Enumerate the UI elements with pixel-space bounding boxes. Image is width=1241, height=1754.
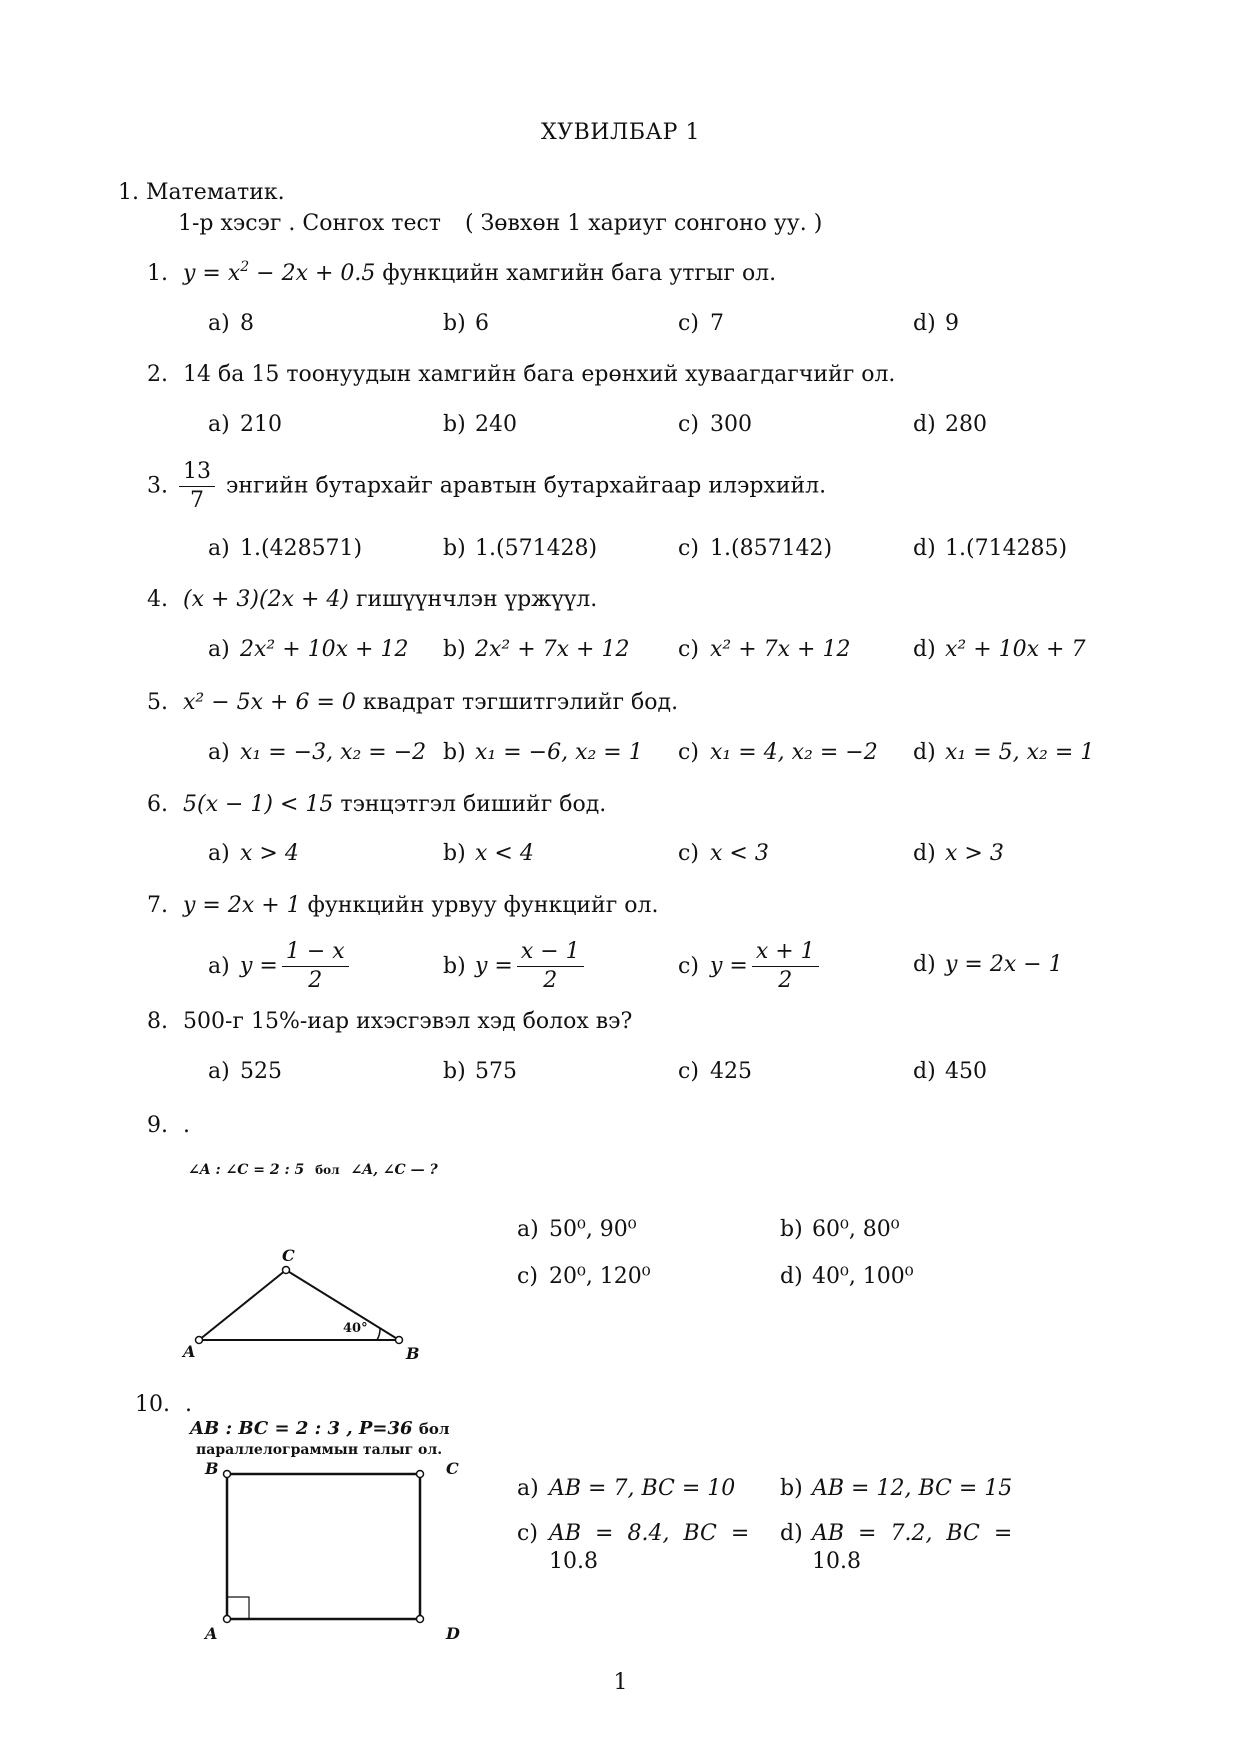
label-b: B	[205, 1459, 219, 1478]
label-c: C	[282, 1246, 295, 1265]
triangle-side-ac	[199, 1270, 286, 1340]
option-a[interactable]: a) 525	[208, 1059, 282, 1084]
vertex-a	[224, 1616, 231, 1623]
option-d[interactable]: d) x² + 10x + 7	[913, 637, 1086, 662]
option-c[interactable]: c) 7	[678, 311, 724, 336]
option-c[interactable]: c) x₁ = 4, x₂ = −2	[678, 740, 878, 765]
label-c: C	[446, 1459, 459, 1478]
question-8	[147, 1009, 632, 1034]
vertex-d	[417, 1616, 424, 1623]
question-number: 8.	[147, 1009, 168, 1034]
vertex-c	[283, 1267, 290, 1274]
option-c[interactable]: c) 425	[678, 1059, 752, 1084]
option-d[interactable]: d) 40⁰, 100⁰	[780, 1264, 914, 1289]
option-d[interactable]: d) AB = 7.2, BC =	[780, 1521, 1013, 1546]
question-number: 2.	[147, 362, 168, 387]
question-6	[147, 792, 606, 817]
label-a: A	[183, 1342, 196, 1361]
question-9	[147, 1113, 190, 1138]
figure-caption-line2: параллелограммын талыг ол.	[196, 1442, 443, 1458]
question-expression: x² − 5x + 6 = 0	[183, 690, 356, 715]
label-d: D	[446, 1624, 460, 1643]
question-3	[147, 458, 826, 515]
question-expression: (x + 3)(2x + 4)	[183, 587, 349, 612]
right-angle-mark	[227, 1597, 249, 1619]
subsection-note: ( Зөвхөн 1 хариуг сонгоно уу. )	[465, 211, 823, 236]
label-b: B	[406, 1344, 420, 1363]
option-c[interactable]: c) AB = 8.4, BC =	[517, 1521, 750, 1546]
option-c[interactable]: c) 300	[678, 412, 752, 437]
vertex-a	[196, 1337, 203, 1344]
page-title: ХУВИЛБАР 1	[541, 120, 700, 145]
subsection-heading: 1-р хэсэг . Сонгох тест	[178, 211, 441, 236]
vertex-b	[396, 1337, 403, 1344]
option-c-continued: 10.8	[549, 1549, 598, 1574]
label-a: A	[205, 1624, 218, 1643]
option-d-continued: 10.8	[812, 1549, 861, 1574]
question-expression: $y = x^2 - 2x + 0.5$	[183, 259, 376, 286]
option-a[interactable]: a) x₁ = −3, x₂ = −2	[208, 740, 427, 765]
rectangle-figure	[210, 1460, 450, 1640]
question-4	[147, 587, 597, 612]
option-d[interactable]: d) x₁ = 5, x₂ = 1	[913, 740, 1095, 765]
page-number: 1	[613, 1670, 628, 1695]
option-a[interactable]: a) AB = 7, BC = 10	[517, 1476, 736, 1501]
figure-caption: ∠A : ∠C = 2 : 5 бол ∠A, ∠C — ?	[188, 1162, 438, 1178]
option-d[interactable]: d) y = 2x − 1	[913, 952, 1063, 977]
option-b[interactable]: b) 2x² + 7x + 12	[443, 637, 630, 662]
rectangle-abcd	[227, 1474, 420, 1619]
option-b[interactable]: b) 6	[443, 311, 489, 336]
option-b[interactable]: b) 575	[443, 1059, 517, 1084]
option-b[interactable]: b) 240	[443, 412, 517, 437]
question-text: функцийн хамгийн бага утгыг ол.	[382, 261, 777, 286]
question-expression: y = 2x + 1	[183, 893, 301, 918]
option-a[interactable]: a) 8	[208, 311, 254, 336]
option-a[interactable]: a) 210	[208, 412, 282, 437]
option-d[interactable]: d) x > 3	[913, 841, 1004, 866]
question-number: 10.	[135, 1392, 170, 1417]
question-number: 4.	[147, 587, 168, 612]
vertex-c	[417, 1471, 424, 1478]
option-a[interactable]: a) y = $\frac{1 - x}{2}$	[208, 938, 353, 995]
question-2	[147, 362, 895, 387]
question-5	[147, 690, 678, 715]
option-b[interactable]: b) AB = 12, BC = 15	[780, 1476, 1013, 1501]
option-c[interactable]: c) x² + 7x + 12	[678, 637, 851, 662]
question-number: 1.	[147, 261, 168, 286]
option-c[interactable]: c) 20⁰, 120⁰	[517, 1264, 651, 1289]
section-heading: 1. Математик.	[118, 180, 285, 205]
question-text: квадрат тэгшитгэлийг бод.	[362, 690, 679, 715]
question-expression: 5(x − 1) < 15	[183, 792, 334, 817]
option-b[interactable]: b) 60⁰, 80⁰	[780, 1217, 900, 1242]
option-c[interactable]: c) x < 3	[678, 841, 769, 866]
option-b[interactable]: b) 1.(571428)	[443, 536, 598, 561]
option-d[interactable]: d) 1.(714285)	[913, 536, 1068, 561]
option-b[interactable]: b) x < 4	[443, 841, 534, 866]
question-text: гишүүнчлэн үржүүл.	[355, 587, 598, 612]
question-number: 6.	[147, 792, 168, 817]
angle-label: 40°	[343, 1321, 368, 1336]
option-a[interactable]: a) x > 4	[208, 841, 299, 866]
option-a[interactable]: a) 2x² + 10x + 12	[208, 637, 409, 662]
option-b[interactable]: b) y = $\frac{x - 1}{2}$	[443, 938, 588, 995]
option-b[interactable]: b) x₁ = −6, x₂ = 1	[443, 740, 643, 765]
option-c[interactable]: c) 1.(857142)	[678, 536, 833, 561]
question-text: тэнцэтгэл бишийг бод.	[340, 792, 607, 817]
question-10	[135, 1392, 192, 1417]
question-number: 9.	[147, 1113, 168, 1138]
vertex-b	[224, 1471, 231, 1478]
triangle-figure	[180, 1240, 440, 1370]
question-number: 3.	[147, 473, 168, 499]
option-c[interactable]: c) y = $\frac{x + 1}{2}$	[678, 938, 823, 995]
angle-b-arc	[377, 1328, 380, 1340]
question-1	[147, 261, 776, 286]
question-text: 14 ба 15 тоонуудын хамгийн бага ерөнхий хуваагдагчийг ол.	[183, 362, 896, 387]
question-text: .	[183, 1113, 190, 1138]
question-fraction: $\frac{13}{7}$	[179, 458, 215, 515]
question-text: функцийн урвуу функцийг ол.	[307, 893, 659, 918]
figure-caption: AB : BC = 2 : 3 , P=36 бол	[190, 1418, 450, 1439]
option-a[interactable]: a) 50⁰, 90⁰	[517, 1217, 637, 1242]
option-d[interactable]: d) 450	[913, 1059, 987, 1084]
question-number: 5.	[147, 690, 168, 715]
question-number: 7.	[147, 893, 168, 918]
question-text: .	[185, 1392, 192, 1417]
question-text: 500-г 15%-иар ихэсгэвэл хэд болох вэ?	[183, 1009, 633, 1034]
option-d[interactable]: d) 280	[913, 412, 987, 437]
question-7	[147, 893, 658, 918]
option-a[interactable]: a) 1.(428571)	[208, 536, 363, 561]
option-d[interactable]: d) 9	[913, 311, 959, 336]
question-text: энгийн бутархайг аравтын бутархайгаар илэрхийл.	[226, 473, 827, 499]
